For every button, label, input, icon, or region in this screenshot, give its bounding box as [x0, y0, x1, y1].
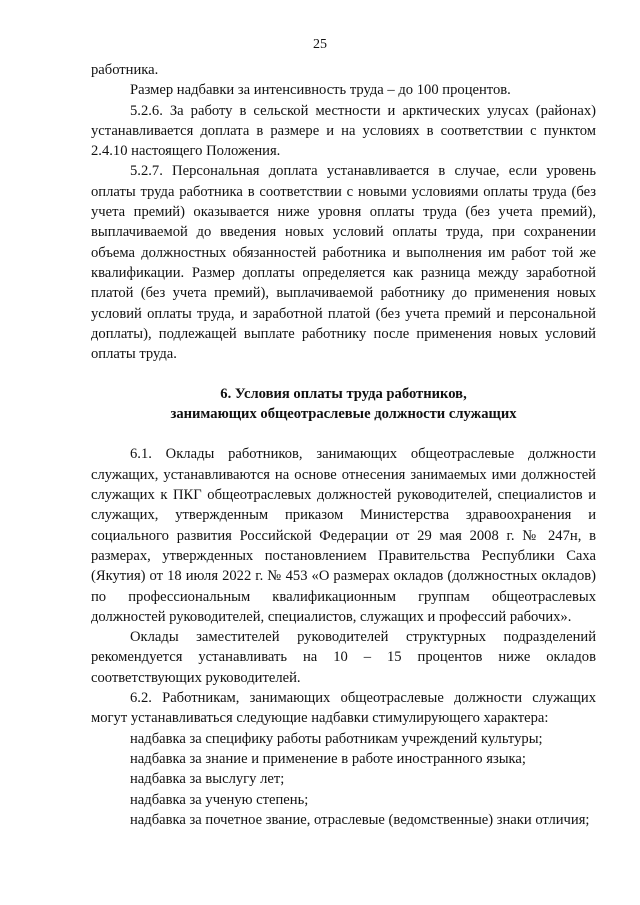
list-item: надбавка за специфику работы работникам учреждений культуры;	[130, 730, 543, 747]
paragraph-intensity-allowance: Размер надбавки за интенсивность труда – до 100 процентов.	[130, 82, 511, 99]
section-heading-line-2: занимающих общеотраслевые должности служащих	[170, 406, 517, 423]
paragraph-5-2-7: 5.2.7. Персональная доплата устанавливается в случае, если уровень оплаты труда работника в соответствии с новыми условиями оплаты труда (без учета премий) оказывается ниже уровня оплаты труда (без учета премий), выплачиваемой до введения новых условий оплаты труда, при сохранении объема должностных обязанностей работника и выполнения им работ той же квалификации. Размер доплаты определяется как разница между заработной платой (без учета премий), выплачиваемой работнику до применения новых условий оплаты труда, и заработной платой (без учета премий и персональной доплаты), подлежащей выплате работнику после применения новых условий оплаты труда.	[91, 163, 596, 363]
paragraph-5-2-6: 5.2.6. За работу в сельской местности и арктических улусах (районах) устанавливается доплата в размере и на условиях в соответствии с пунктом 2.4.10 настоящего Положения.	[91, 102, 596, 160]
document-body	[91, 60, 596, 830]
paragraph-continuation: работника.	[91, 62, 159, 78]
list-item: надбавка за знание и применение в работе иностранного языка;	[130, 750, 526, 767]
page-number: 25	[313, 37, 327, 52]
paragraph-6-1: 6.1. Оклады работников, занимающих общеотраслевые должности служащих, устанавливаются на основе отнесения занимаемых ими должностей служащих к ПКГ общеотраслевых должностей руководителей, специалистов и служащих, утвержденным приказом Министерства здравоохранения и социального развития Российской Федерации от 29 мая 2008 г. № 247н, в размерах, утвержденных постановлением Правительства Республики Саха (Якутия) от 18 июля 2022 г. № 453 «О размерах окладов (должностных окладов) по профессиональным квалификационным группам общеотраслевых должностей руководителей, специалистов, служащих и профессий рабочих».	[91, 446, 596, 625]
list-item: надбавка за ученую степень;	[130, 791, 309, 808]
paragraph-6-2: 6.2. Работникам, занимающих общеотраслевые должности служащих могут устанавливаться следующие надбавки стимулирующего характера:	[91, 690, 596, 727]
list-item: надбавка за почетное звание, отраслевые (ведомственные) знаки отличия;	[130, 811, 590, 828]
section-heading-line-1: 6. Условия оплаты труда работников,	[220, 386, 467, 403]
list-item: надбавка за выслугу лет;	[130, 771, 285, 788]
section-heading	[91, 384, 596, 424]
paragraph-deputy-salaries: Оклады заместителей руководителей структурных подразделений рекомендуется устанавливать на 10 – 15 процентов ниже окладов соответствующих руководителей.	[91, 629, 596, 686]
